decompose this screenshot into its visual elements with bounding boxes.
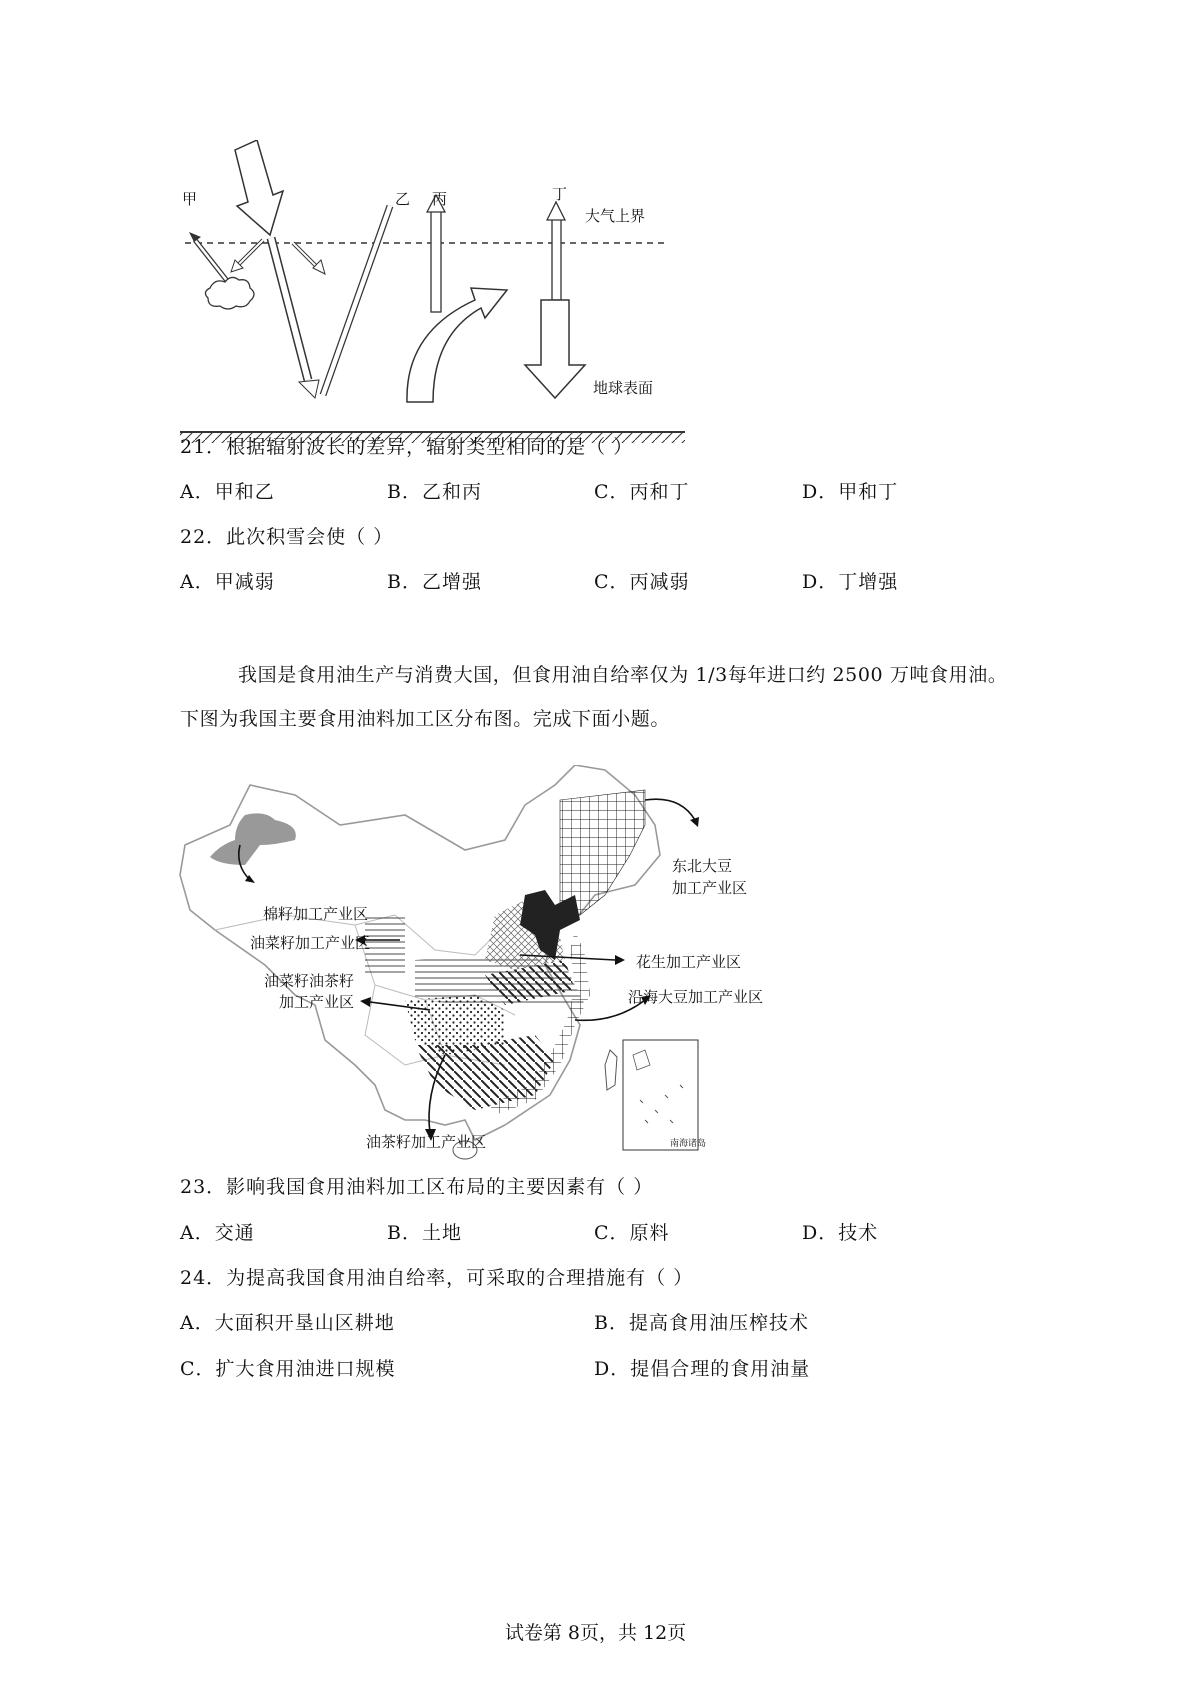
q21-option-b[interactable]: B．乙和丙	[387, 481, 482, 503]
q21-option-d[interactable]: D．甲和丁	[802, 481, 899, 503]
label-rapeseed-camellia-2: 加工产业区	[279, 993, 355, 1011]
label-rapeseed-camellia-1: 油菜籽油茶籽	[264, 972, 355, 990]
intro-line-2: 下图为我国主要食用油料加工区分布图。完成下面小题。	[180, 708, 671, 730]
label-coastal: 沿海大豆加工产业区	[628, 988, 764, 1006]
label-cotton: 棉籽加工产业区	[263, 905, 369, 923]
label-northeast-2: 加工产业区	[672, 879, 748, 897]
label-jia: 甲	[182, 190, 198, 208]
q23-option-a[interactable]: A．交通	[180, 1222, 255, 1244]
question-24-stem: 24．为提高我国食用油自给率，可采取的合理措施有（ ）	[180, 1267, 694, 1289]
q22-option-a[interactable]: A．甲减弱	[180, 571, 275, 593]
q23-option-b[interactable]: B．土地	[387, 1222, 462, 1244]
label-rapeseed: 油菜籽加工产业区	[250, 934, 371, 952]
question-22-stem: 22．此次积雪会使（ ）	[180, 526, 394, 548]
label-camellia: 油茶籽加工产业区	[366, 1133, 487, 1151]
label-south-sea: 南海诸岛	[670, 1139, 707, 1149]
q24-option-a[interactable]: A．大面积开垦山区耕地	[180, 1312, 395, 1334]
label-atmosphere-top: 大气上界	[585, 207, 646, 225]
question-21-stem: 21．根据辐射波长的差异，辐射类型相同的是（ ）	[180, 436, 634, 458]
label-bing: 丙	[432, 190, 448, 208]
q21-option-c[interactable]: C．丙和丁	[594, 481, 690, 503]
q24-option-d[interactable]: D．提倡合理的食用油量	[594, 1358, 811, 1380]
q24-option-c[interactable]: C．扩大食用油进口规模	[180, 1358, 396, 1380]
q23-option-c[interactable]: C．原料	[594, 1222, 670, 1244]
q23-option-d[interactable]: D．技术	[802, 1222, 879, 1244]
q22-option-d[interactable]: D．丁增强	[802, 571, 899, 593]
label-ding: 丁	[552, 185, 568, 203]
q22-option-c[interactable]: C．丙减弱	[594, 571, 690, 593]
intro-line-1: 我国是食用油生产与消费大国，但食用油自给率仅为 1/3每年进口约 2500 万吨食用油。	[238, 664, 1008, 686]
radiation-diagram	[175, 140, 715, 445]
label-earth-surface: 地球表面	[593, 379, 654, 397]
q24-option-b[interactable]: B．提高食用油压榨技术	[594, 1312, 809, 1334]
q22-option-b[interactable]: B．乙增强	[387, 571, 482, 593]
question-23-stem: 23．影响我国食用油料加工区布局的主要因素有（ ）	[180, 1176, 654, 1198]
q21-option-a[interactable]: A．甲和乙	[180, 481, 275, 503]
page-footer: 试卷第 8页，共 12页	[504, 1622, 687, 1644]
label-peanut: 花生加工产业区	[636, 953, 742, 971]
label-northeast-1: 东北大豆	[672, 857, 733, 875]
label-yi: 乙	[395, 190, 411, 208]
